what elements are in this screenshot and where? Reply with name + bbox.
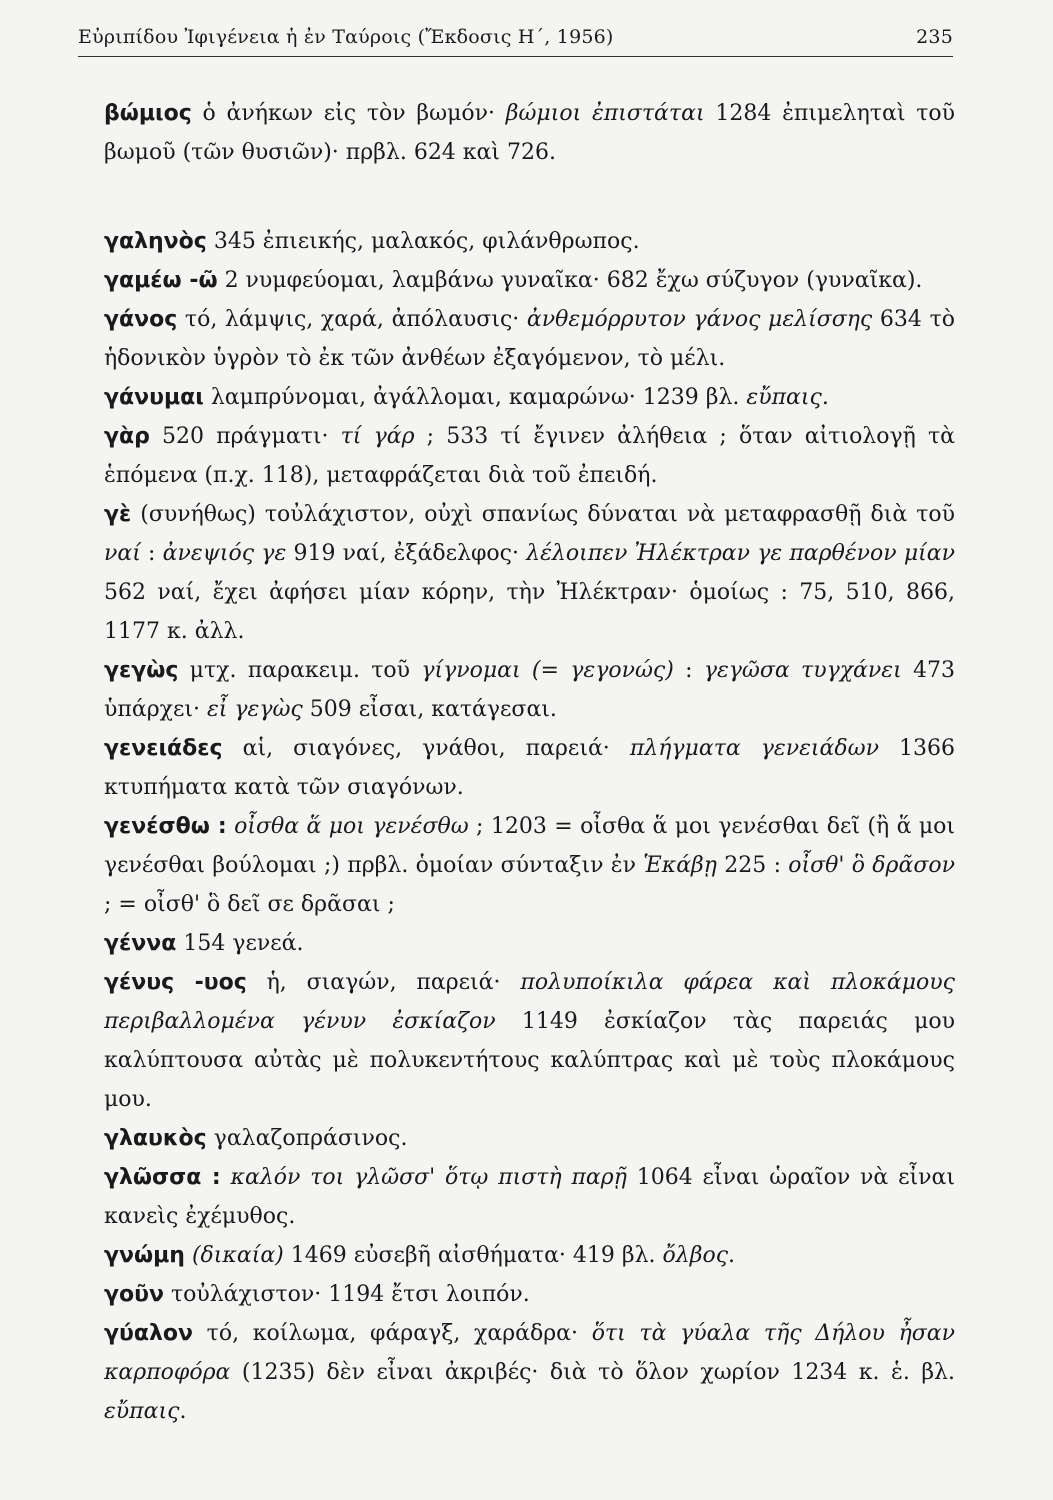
entry-quote-italic: γίγνομαι (= γεγονώς) bbox=[421, 658, 674, 683]
glossary-entry bbox=[104, 651, 955, 729]
entry-text: μτχ. παρακειμ. τοῦ bbox=[178, 658, 422, 683]
glossary-entry bbox=[104, 1314, 955, 1431]
glossary-entry bbox=[104, 300, 955, 378]
entry-quote-italic: ὄλβος bbox=[662, 1243, 729, 1268]
entry-text: ἡ, σιαγών, παρειά· bbox=[246, 970, 521, 995]
entry-text: 345 ἐπιεικής, μαλακός, φιλάνθρωπος. bbox=[206, 229, 640, 254]
entry-text: 509 εἶσαι, κατάγεσαι. bbox=[302, 697, 557, 722]
page-number: 235 bbox=[916, 26, 953, 48]
entry-text: 1284 ἐπιμεληταὶ τοῦ βωμοῦ (τῶν θυσιῶν)· πρβλ. 624 καὶ 726. bbox=[104, 101, 955, 165]
glossary-entry bbox=[104, 924, 955, 963]
entry-quote-italic: ἀνθεμόρρυτον γάνος μελίσσης bbox=[526, 307, 873, 332]
glossary-entry bbox=[104, 261, 955, 300]
entry-lemma: γὰρ bbox=[104, 424, 150, 449]
glossary-entry bbox=[104, 1119, 955, 1158]
entry-text: . bbox=[179, 1399, 187, 1424]
entry-lemma: γλῶσσα : bbox=[104, 1165, 221, 1190]
entry-text: (1235) δὲν εἶναι ἀκριβές· διὰ τὸ ὅλον χωρίον 1234 κ. ἑ. βλ. bbox=[230, 1360, 955, 1385]
entry-text: ὁ ἀνήκων εἰς τὸν βωμόν· bbox=[191, 101, 506, 126]
entry-text: ; 1203 = οἶσθα ἅ μοι γενέσθαι δεῖ (ἢ ἅ μοι γενέσθαι βούλομαι ;) πρβλ. ὁμοίαν σύνταξιν ἐν bbox=[104, 814, 955, 878]
glossary-entries bbox=[104, 94, 955, 1431]
entry-lemma: γένυς -υος bbox=[104, 970, 247, 995]
entry-quote-italic: γεγῶσα τυγχάνει bbox=[703, 658, 902, 683]
entry-text: 1366 κτυπήματα κατὰ τῶν σιαγόνων. bbox=[104, 736, 955, 800]
glossary-entry bbox=[104, 1236, 955, 1275]
entry-text bbox=[185, 1243, 192, 1268]
entry-text: 562 ναί, ἔχει ἀφήσει μίαν κόρην, τὴν Ἠλέκτραν· ὁμοίως : 75, 510, 866, 1177 κ. ἀλλ. bbox=[104, 580, 955, 644]
entry-text: αἱ, σιαγόνες, γνάθοι, παρειά· bbox=[222, 736, 630, 761]
entry-quote-italic: οἶσθα ἅ μοι γενέσθω bbox=[234, 814, 469, 839]
glossary-entry bbox=[104, 378, 955, 417]
entry-text: τό, λάμψις, χαρά, ἀπόλαυσις· bbox=[177, 307, 527, 332]
entry-quote-italic: πολυποίκιλα φάρεα καὶ πλοκάμους περιβαλλομένα γένυν ἐσκίαζον bbox=[104, 970, 955, 1034]
entry-lemma: γνώμη bbox=[104, 1243, 185, 1268]
entry-text: 225 : bbox=[716, 853, 789, 878]
entry-text: 1149 ἐσκίαζον τὰς παρειάς μου καλύπτουσα αὐτὰς μὲ πολυκεντήτους καλύπτρας καὶ μὲ τοὺς πλοκάμους μου. bbox=[104, 1009, 955, 1112]
entry-lemma: γεγὼς bbox=[104, 658, 179, 683]
entry-quote-italic: βώμιοι ἐπιστάται bbox=[505, 101, 705, 126]
entry-text bbox=[221, 1165, 231, 1190]
entry-quote-italic: οἶσθ' ὃ δρᾶσον bbox=[788, 853, 955, 878]
entry-quote-italic: ὅτι τὰ γύαλα τῆς Δήλου ἦσαν καρποφόρα bbox=[104, 1321, 955, 1385]
entry-quote-italic: πλήγματα γενειάδων bbox=[629, 736, 879, 761]
entry-lemma: βώμιος bbox=[104, 101, 192, 126]
entry-quote-italic: ἀνεψιός γε bbox=[162, 541, 287, 566]
entry-quote-italic: Ἑκάβῃ bbox=[643, 853, 717, 878]
header-title: Εὐριπίδου Ἰφιγένεια ἡ ἐν Ταύροις (Ἔκδοσις Η΄, 1956) bbox=[78, 26, 614, 48]
entry-quote-italic: εἶ γεγὼς bbox=[206, 697, 303, 722]
entry-text: : bbox=[140, 541, 163, 566]
entry-quote-italic: τί γάρ bbox=[340, 424, 415, 449]
glossary-entry bbox=[104, 963, 955, 1119]
entry-quote-italic: λέλοιπεν Ἠλέκτραν γε παρθένον μίαν bbox=[526, 541, 955, 566]
entry-text: 1064 εἶναι ὡραῖον νὰ εἶναι κανεὶς ἐχέμυθος. bbox=[104, 1165, 955, 1229]
entry-quote-italic: καλόν τοι γλῶσσ' ὅτῳ πιστὴ παρῇ bbox=[230, 1165, 627, 1190]
glossary-entry bbox=[104, 807, 955, 924]
entry-text: λαμπρύνομαι, ἀγάλλομαι, καμαρώνω· 1239 βλ. bbox=[203, 385, 747, 410]
entry-lemma: γαμέω -ῶ bbox=[104, 268, 218, 293]
entry-lemma: γάνος bbox=[104, 307, 178, 332]
entry-lemma: γύαλον bbox=[104, 1321, 193, 1346]
entry-text bbox=[227, 814, 234, 839]
glossary-entry bbox=[104, 495, 955, 651]
entry-lemma: γενειάδες bbox=[104, 736, 223, 761]
entry-text: 473 ὑπάρχει· bbox=[104, 658, 956, 722]
entry-text: γαλαζοπράσινος. bbox=[206, 1126, 408, 1151]
glossary-entry bbox=[104, 1275, 955, 1314]
entry-lemma: γέννα bbox=[104, 931, 177, 956]
entry-text: τό, κοίλωμα, φάραγξ, χαράδρα· bbox=[192, 1321, 592, 1346]
entry-quote-italic: εὔπαις bbox=[104, 1399, 180, 1424]
entry-text: : bbox=[673, 658, 704, 683]
entry-lemma: γενέσθω : bbox=[104, 814, 227, 839]
entry-lemma: γαληνὸς bbox=[104, 229, 207, 254]
glossary-entry bbox=[104, 1158, 955, 1236]
entry-lemma: γλαυκὸς bbox=[104, 1126, 207, 1151]
entry-text: (συνήθως) τοὐλάχιστον, οὐχὶ σπανίως δύναται νὰ μεταφρασθῇ διὰ τοῦ bbox=[131, 502, 955, 527]
entry-text: 919 ναί, ἐξάδελφος· bbox=[286, 541, 527, 566]
entry-text: ; = οἶσθ' ὃ δεῖ σε δρᾶσαι ; bbox=[104, 892, 395, 917]
running-head bbox=[78, 26, 953, 57]
entry-lemma: γάνυμαι bbox=[104, 385, 204, 410]
entry-text: . bbox=[728, 1243, 736, 1268]
entry-text: 2 νυμφεύομαι, λαμβάνω γυναῖκα· 682 ἔχω σύζυγον (γυναῖκα). bbox=[217, 268, 923, 293]
entry-text: 154 γενεά. bbox=[176, 931, 304, 956]
entry-lemma: γοῦν bbox=[104, 1282, 164, 1307]
entry-text: ; 533 τί ἔγινεν ἀλήθεια ; ὅταν αἰτιολογῇ τὰ ἑπόμενα (π.χ. 118), μεταφράζεται διὰ τοῦ ἐπειδή. bbox=[104, 424, 956, 488]
entry-text: 520 πράγματι· bbox=[149, 424, 341, 449]
entry-text: τοὐλάχιστον· 1194 ἔτσι λοιπόν. bbox=[163, 1282, 530, 1307]
entry-text: . bbox=[821, 385, 829, 410]
glossary-entry bbox=[104, 417, 955, 495]
glossary-entry bbox=[104, 222, 955, 261]
glossary-entry bbox=[104, 729, 955, 807]
entry-text: 634 τὸ ἡδονικὸν ὑγρὸν τὸ ἐκ τῶν ἀνθέων ἐξαγόμενον, τὸ μέλι. bbox=[104, 307, 955, 371]
entry-quote-italic: ναί bbox=[104, 541, 141, 566]
entry-lemma: γὲ bbox=[104, 502, 132, 527]
glossary-entry bbox=[104, 94, 955, 172]
entry-quote-italic: (δικαία) bbox=[191, 1243, 284, 1268]
entry-text: 1469 εὐσεβῆ αἰσθήματα· 419 βλ. bbox=[283, 1243, 663, 1268]
entry-quote-italic: εὔπαις bbox=[746, 385, 822, 410]
